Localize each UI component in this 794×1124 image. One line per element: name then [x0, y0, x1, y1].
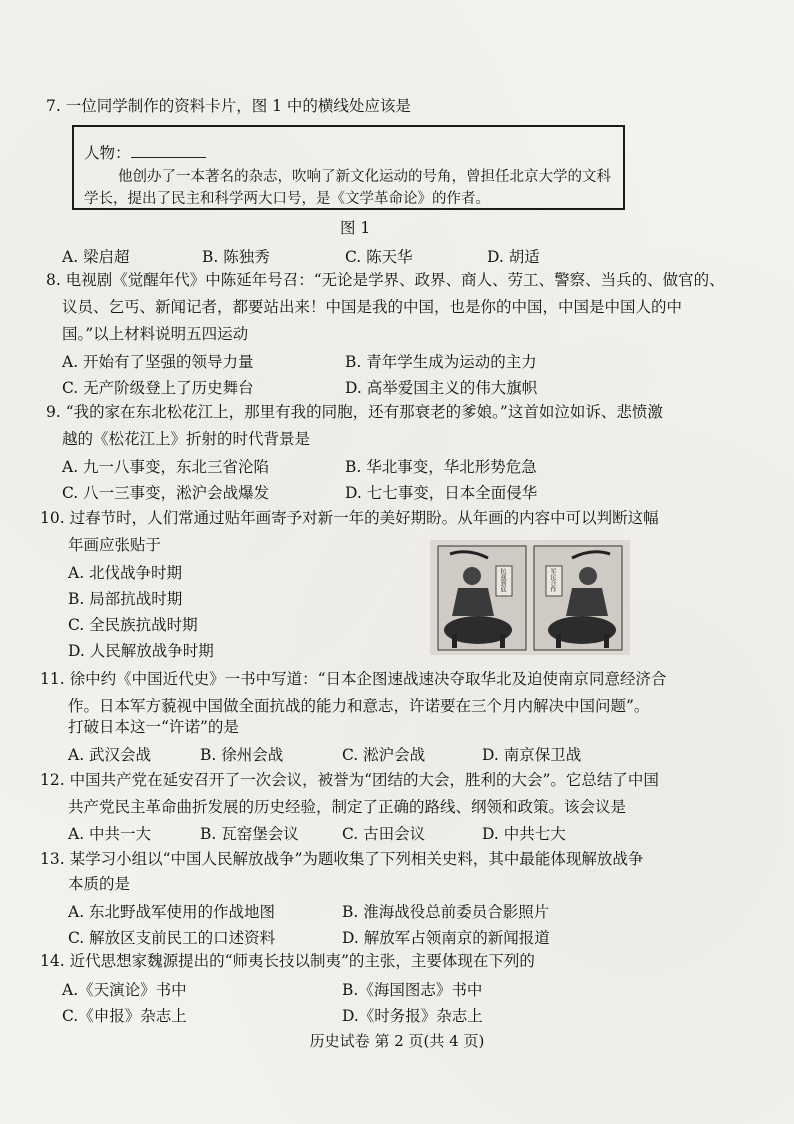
q13-option-d: D. 解放军占领南京的新闻报道	[342, 929, 550, 947]
q14-option-c: C.《申报》杂志上	[62, 1007, 187, 1025]
q7-option-a: A. 梁启超	[62, 248, 130, 266]
q12-option-c: C. 古田会议	[342, 825, 426, 843]
q10-line-2: 年画应张贴于	[68, 536, 162, 554]
q9-line-1: 9. “我的家在东北松花江上，那里有我的同胞，还有那衰老的爹娘。”这首如泣如诉、悲愤激	[46, 403, 663, 421]
woodblock-print-icon	[430, 540, 630, 655]
q8-option-d: D. 高举爱国主义的伟大旗帜	[345, 379, 538, 397]
q12-option-a: A. 中共一大	[68, 825, 152, 843]
figure-caption: 图 1	[340, 219, 371, 237]
q13-option-c: C. 解放区支前民工的口述资料	[68, 929, 276, 947]
q8-option-b: B. 青年学生成为运动的主力	[345, 353, 537, 371]
q13-option-b: B. 淮海战役总前委员合影照片	[342, 903, 550, 921]
q7-option-b: B. 陈独秀	[202, 248, 270, 266]
q9-option-c: C. 八一三事变，淞沪会战爆发	[62, 484, 270, 502]
q13-line-1: 13. 某学习小组以“中国人民解放战争”为题收集了下列相关史料，其中最能体现解放战争	[40, 850, 644, 868]
q14-option-d: D.《时务报》杂志上	[342, 1007, 483, 1025]
q11-line-1: 11. 徐中约《中国近代史》一书中写道：“日本企图速战速决夺取华北及迫使南京同意经济合	[40, 670, 667, 688]
q9-line-2: 越的《松花江上》折射的时代背景是	[62, 430, 311, 448]
painting-label-left: 抗战到底	[499, 568, 506, 592]
q7-stem: 7. 一位同学制作的资料卡片，图 1 中的横线处应该是	[46, 97, 411, 115]
q9-option-b: B. 华北事变，华北形势危急	[345, 458, 537, 476]
q11-option-c: C. 淞沪会战	[342, 746, 426, 764]
q8-option-a: A. 开始有了坚强的领导力量	[62, 353, 254, 371]
q11-option-a: A. 武汉会战	[68, 746, 152, 764]
q9-option-a: A. 九一八事变，东北三省沦陷	[62, 458, 270, 476]
q8-line-2: 议员、乞丐、新闻记者，都要站出来！中国是我的中国，也是你的中国，中国是中国人的中	[62, 298, 683, 316]
q12-line-2: 共产党民主革命曲折发展的历史经验，制定了正确的路线、纲领和政策。该会议是	[68, 798, 627, 816]
q13-line-2: 本质的是	[68, 875, 131, 893]
q14-option-b: B.《海国图志》书中	[342, 981, 483, 999]
card-line-2: 学长，提出了民主和科学两大口号，是《文学革命论》的作者。	[84, 191, 490, 207]
new-year-painting-image	[430, 540, 630, 655]
q11-option-d: D. 南京保卫战	[482, 746, 582, 764]
card-line-1: 他创办了一本著名的杂志，吹响了新文化运动的号角，曾担任北京大学的文科	[118, 169, 611, 185]
q14-line-1: 14. 近代思想家魏源提出的“师夷长技以制夷”的主张，主要体现在下列的	[40, 952, 535, 970]
answer-blank	[131, 141, 206, 158]
q10-option-a: A. 北伐战争时期	[68, 564, 183, 582]
q11-line-2: 作。日本军方藐视中国做全面抗战的能力和意志，许诺要在三个月内解决中国问题”。	[68, 697, 650, 715]
q7-info-card	[72, 125, 625, 210]
card-label: 人物：	[84, 144, 131, 162]
q11-line-3: 打破日本这一“许诺”的是	[68, 718, 239, 736]
q12-option-d: D. 中共七大	[482, 825, 566, 843]
q12-option-b: B. 瓦窑堡会议	[200, 825, 299, 843]
painting-label-right: 军民合作	[549, 568, 556, 592]
q10-option-b: B. 局部抗战时期	[68, 590, 183, 608]
q8-option-c: C. 无产阶级登上了历史舞台	[62, 379, 254, 397]
q7-option-c: C. 陈天华	[345, 248, 413, 266]
q8-line-1: 8. 电视剧《觉醒年代》中陈延年号召：“无论是学界、政界、商人、劳工、警察、当兵的、做官的、	[46, 271, 725, 289]
q10-line-1: 10. 过春节时，人们常通过贴年画寄予对新一年的美好期盼。从年画的内容中可以判断这幅	[40, 509, 659, 527]
q13-option-a: A. 东北野战军使用的作战地图	[68, 903, 276, 921]
q9-option-d: D. 七七事变，日本全面侵华	[345, 484, 538, 502]
q7-option-d: D. 胡适	[487, 248, 540, 266]
q10-option-d: D. 人民解放战争时期	[68, 642, 214, 660]
q10-option-c: C. 全民族抗战时期	[68, 616, 198, 634]
q11-option-b: B. 徐州会战	[200, 746, 284, 764]
q8-line-3: 国。”以上材料说明五四运动	[62, 325, 249, 343]
q14-option-a: A.《天演论》书中	[62, 981, 187, 999]
page-footer: 历史试卷 第 2 页(共 4 页)	[309, 1032, 485, 1050]
q12-line-1: 12. 中国共产党在延安召开了一次会议，被誉为“团结的大会，胜利的大会”。它总结了中国	[40, 771, 659, 789]
